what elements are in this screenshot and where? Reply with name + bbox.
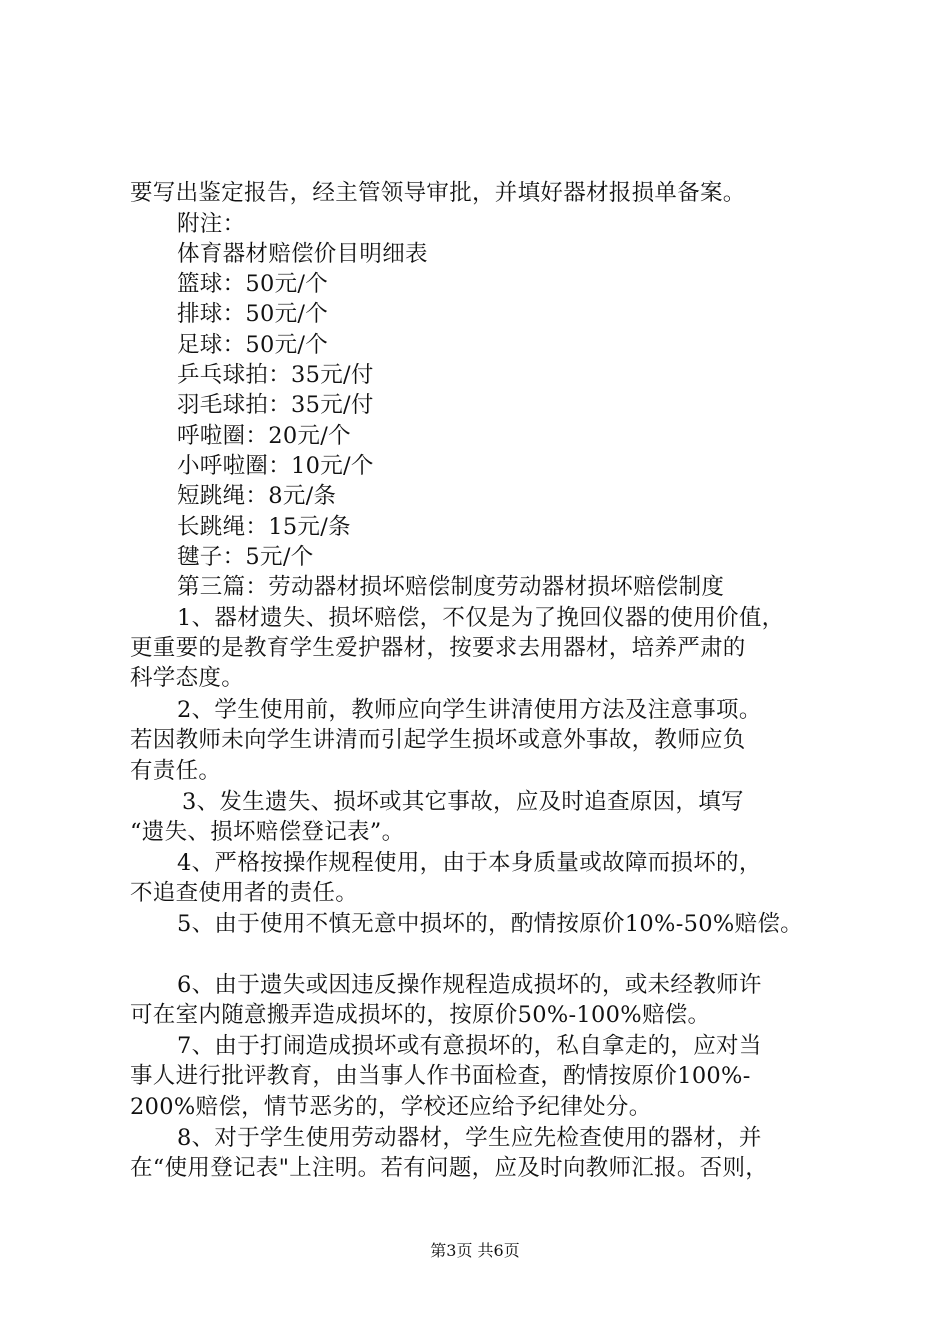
text-line: 毽子：5元/个	[177, 544, 314, 570]
text-line: 乒乓球拍：35元/付	[177, 362, 374, 388]
text-line: 小呼啦圈：10元/个	[177, 453, 374, 479]
text-line: 附注：	[177, 211, 246, 237]
text-line: 4、严格按操作规程使用，由于本身质量或故障而损坏的，	[177, 850, 762, 876]
text-line: “遗失、损坏赔偿登记表”。	[130, 819, 405, 845]
text-line: 长跳绳：15元/条	[177, 514, 351, 540]
page-indicator: 第3页 共6页	[430, 1241, 520, 1260]
text-line: 体育器材赔偿价目明细表	[177, 241, 428, 267]
text-line: 短跳绳：8元/条	[177, 483, 337, 509]
text-line: 200%赔偿，情节恶劣的，学校还应给予纪律处分。	[130, 1094, 652, 1120]
section-heading: 第三篇：劳动器材损坏赔偿制度劳动器材损坏赔偿制度	[177, 574, 725, 600]
text-line: 7、由于打闹造成损坏或有意损坏的，私自拿走的，应对当	[177, 1033, 762, 1059]
text-line: 3、发生遗失、损坏或其它事故，应及时追查原因，填写	[182, 789, 744, 815]
text-line: 若因教师未向学生讲清而引起学生损坏或意外事故，教师应负	[130, 727, 746, 753]
text-line: 2、学生使用前，教师应向学生讲清使用方法及注意事项。	[177, 697, 762, 723]
text-line: 事人进行批评教育，由当事人作书面检查，酌情按原价100%-	[130, 1063, 751, 1089]
text-line: 可在室内随意搬弄造成损坏的，按原价50%-100%赔偿。	[130, 1002, 711, 1028]
text-line: 篮球：50元/个	[177, 271, 329, 297]
text-line: 在“使用登记表"上注明。若有问题，应及时向教师汇报。否则，	[130, 1155, 769, 1181]
text-line: 呼啦圈：20元/个	[177, 423, 351, 449]
text-line: 科学态度。	[130, 665, 245, 691]
text-line: 1、器材遗失、损坏赔偿，不仅是为了挽回仪器的使用价值，	[177, 605, 785, 631]
text-line: 8、对于学生使用劳动器材，学生应先检查使用的器材，并	[177, 1125, 762, 1151]
text-line: 6、由于遗失或因违反操作规程造成损坏的，或未经教师许	[177, 972, 762, 998]
text-line: 要写出鉴定报告，经主管领导审批，并填好器材报损单备案。	[130, 180, 746, 206]
text-line: 足球：50元/个	[177, 332, 329, 358]
text-line: 排球：50元/个	[177, 301, 329, 327]
text-line: 不追查使用者的责任。	[130, 880, 359, 906]
text-line: 羽毛球拍：35元/付	[177, 392, 374, 418]
text-line: 有责任。	[130, 758, 222, 784]
text-line: 5、由于使用不慎无意中损坏的，酌情按原价10%-50%赔偿。	[177, 911, 803, 937]
text-line: 更重要的是教育学生爱护器材，按要求去用器材，培养严肃的	[130, 635, 746, 661]
